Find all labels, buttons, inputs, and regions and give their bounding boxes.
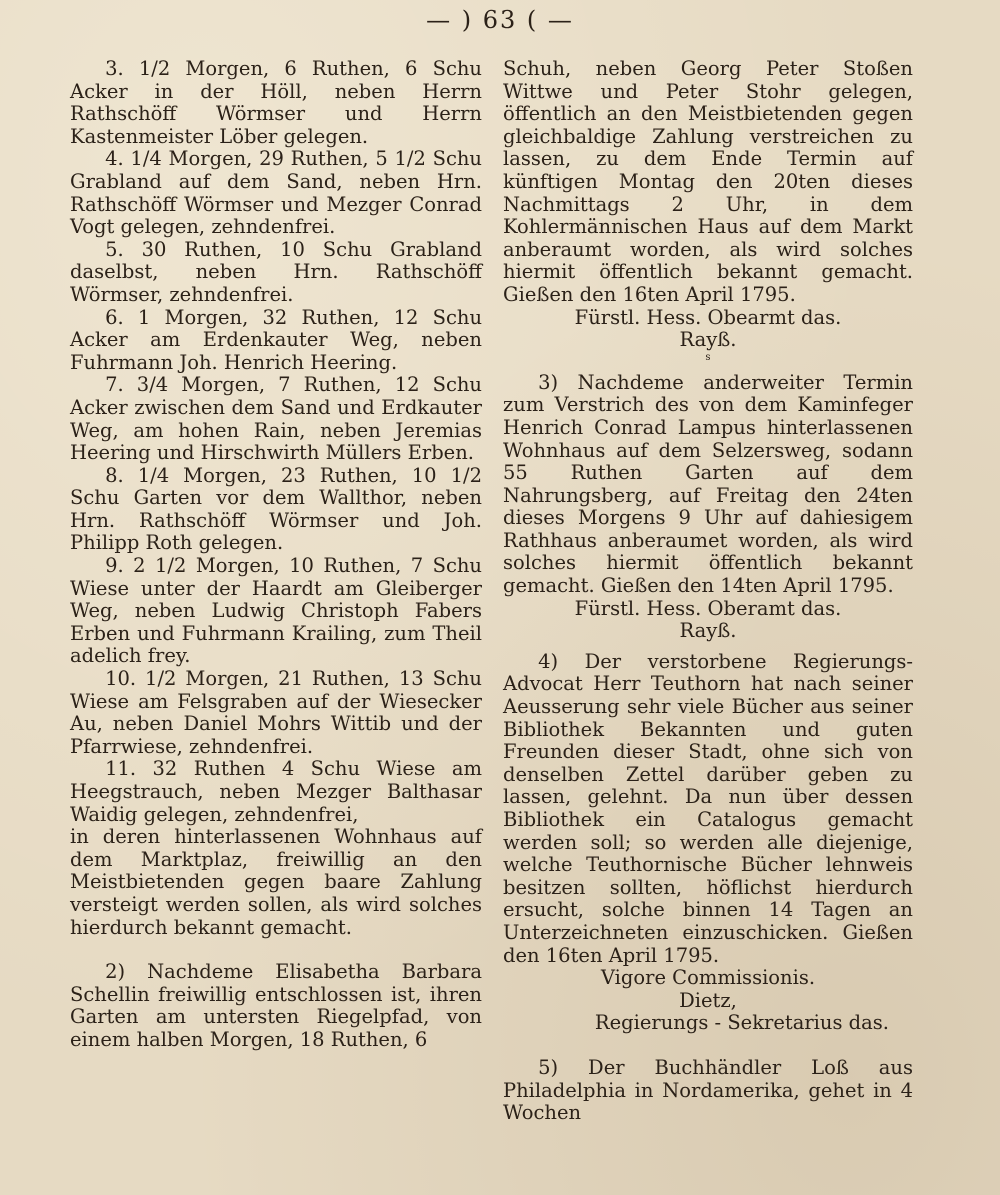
notice-1-conclusion: in deren hinterlassenen Wohnhaus auf dem Marktplaz, freiwillig an den Meistbietenden gegen baare Zahlung versteigt werden sollen, als wird solches hierdurch bekannt gemacht. bbox=[70, 825, 482, 939]
list-item-10: 10. 1/2 Morgen, 21 Ruthen, 13 Schu Wiese am Felsgraben auf der Wiesecker Au, neben Daniel Mohrs Wittib und der Pfarrwiese, zehndenfrei. bbox=[70, 667, 482, 758]
list-item-6: 6. 1 Morgen, 32 Ruthen, 12 Schu Acker am Erdenkauter Weg, neben Fuhrmann Joh. Henrich Heering. bbox=[70, 305, 482, 374]
list-item-4: 4. 1/4 Morgen, 29 Ruthen, 5 1/2 Schu Grabland auf dem Sand, neben Hrn. Rathschöff Wörmser und Mezger Conrad Vogt gelegen, zehndenfrei. bbox=[70, 147, 482, 239]
signature-rayss-2: Rayß. bbox=[679, 619, 737, 643]
notice-3: 3) Nachdeme anderweiter Termin zum Verstrich des von dem Kaminfeger Henrich Conrad Lampus hinterlassenen Wohnhaus auf dem Selzersweg, sodann 55 Ruthen Garten auf dem Nahrungsberg, auf Freitag den 24ten dieses Morgens 9 Uhr auf dahiesigem Rathhaus anberaumet worden, als wird solches hiermit öffentlich bekannt gemacht. Gießen den 14ten April 1795. bbox=[503, 370, 913, 598]
signature-rayss-1: Rayß. bbox=[679, 328, 737, 352]
signature-regierungs-sekretarius: Regierungs - Sekretarius das. bbox=[594, 1011, 889, 1035]
signature-oberamt-2: Fürstl. Hess. Oberamt das. bbox=[574, 596, 842, 620]
list-item-9: 9. 2 1/2 Morgen, 10 Ruthen, 7 Schu Wiese unter der Haardt am Gleiberger Weg, neben Ludwig Christoph Fabers Erben und Fuhrmann Krailing, zum Theil adelich frey. bbox=[70, 554, 482, 668]
list-item-11: 11. 32 Ruthen 4 Schu Wiese am Heegstrauch, neben Mezger Balthasar Waidig gelegen, zehndenfrei, bbox=[70, 757, 482, 826]
signature-dietz: Dietz, bbox=[679, 988, 737, 1012]
signature-oberamt-1: Fürstl. Hess. Obearmt das. bbox=[574, 305, 842, 329]
notice-2-start: 2) Nachdeme Elisabetha Barbara Schellin freiwillig entschlossen ist, ihren Garten am untersten Riegelpfad, von einem halben Morgen, 18 Ruthen, 6 bbox=[70, 960, 482, 1051]
right-column bbox=[503, 58, 913, 1125]
page-number-header: — ) 63 ( — bbox=[426, 6, 574, 34]
list-item-8: 8. 1/4 Morgen, 23 Ruthen, 10 1/2 Schu Garten vor dem Wallthor, neben Hrn. Rathschöff Wörmser und Joh. Philipp Roth gelegen. bbox=[70, 463, 482, 555]
notice-5: 5) Der Buchhändler Loß aus Philadelphia in Nordamerika, gehet in 4 Wochen bbox=[503, 1055, 913, 1125]
signature-vigore-commissionis: Vigore Commissionis. bbox=[600, 966, 816, 990]
list-item-3: 3. 1/2 Morgen, 6 Ruthen, 6 Schu Acker in der Höll, neben Herrn Rathschöff Wörmser und Herrn Kastenmeister Löber gelegen. bbox=[70, 57, 482, 148]
print-mark: s bbox=[705, 351, 711, 363]
notice-4: 4) Der verstorbene Regierungs-Advocat Herr Teuthorn hat nach seiner Aeusserung sehr viele Bücher aus seiner Bibliothek Bekannten und guten Freunden dieser Stadt, ohne sich von denselben Zettel darüber geben zu lassen, gelehnt. Da nun über dessen Bibliothek ein Catalogus gemacht werden soll; so werden alle diejenige, welche Teuthornische Bücher lehnweis besitzen sollten, höflichst hierdurch ersucht, solche binnen 14 Tagen an Unterzeichneten einzuschicken. Gießen den 16ten April 1795. bbox=[503, 649, 913, 967]
list-item-7: 7. 3/4 Morgen, 7 Ruthen, 12 Schu Acker zwischen dem Sand und Erdkauter Weg, am hohen Rain, neben Jeremias Heering und Hirschwirth Müllers Erben. bbox=[70, 373, 482, 465]
left-column bbox=[70, 58, 482, 1052]
notice-2-continuation: Schuh, neben Georg Peter Stoßen Wittwe und Peter Stohr gelegen, öffentlich an den Meistbietenden gegen gleichbaldige Zahlung verstreichen zu lassen, zu dem Ende Termin auf künftigen Montag den 20ten dieses Nachmittags 2 Uhr, in dem Kohlermännischen Haus auf dem Markt anberaumt worden, als wird solches hiermit öffentlich bekannt gemacht. Gießen den 16ten April 1795. bbox=[503, 57, 913, 306]
list-item-5: 5. 30 Ruthen, 10 Schu Grabland daselbst, neben Hrn. Rathschöff Wörmser, zehndenfrei. bbox=[70, 237, 482, 306]
